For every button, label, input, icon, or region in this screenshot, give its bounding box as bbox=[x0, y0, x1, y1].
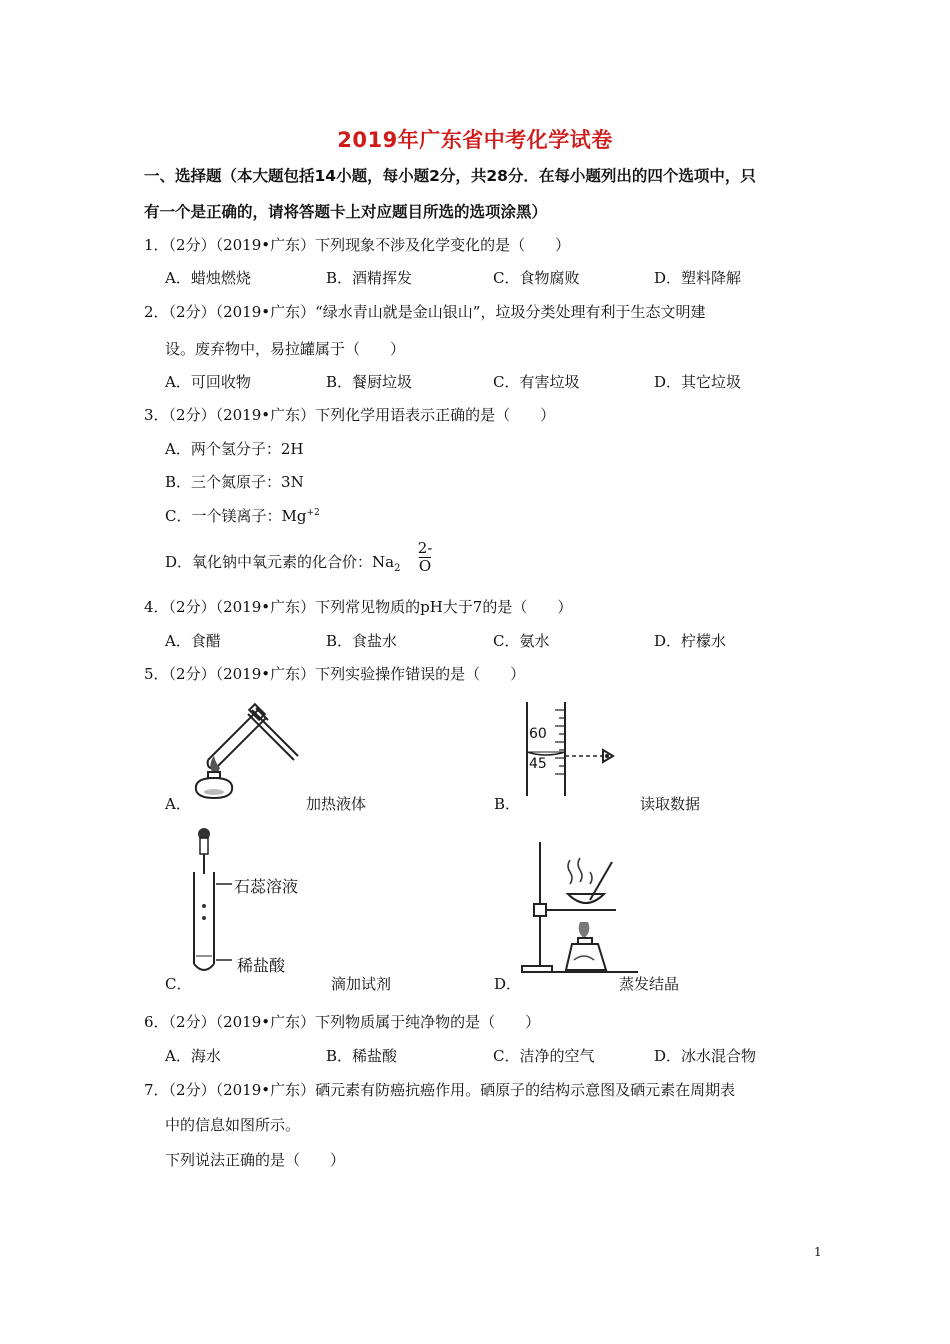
figure-heating-liquid bbox=[190, 698, 310, 802]
q6-option-b: B．稀盐酸 bbox=[326, 1047, 398, 1065]
q3-option-c-text: C．一个镁离子：Mg bbox=[165, 507, 307, 525]
q1-option-b: B．酒精挥发 bbox=[326, 269, 413, 287]
page-title: 2019年广东省中考化学试卷 bbox=[337, 128, 613, 152]
q4-option-a: A．食醋 bbox=[165, 632, 221, 650]
q1-option-a: A．蜡烛燃烧 bbox=[165, 269, 251, 287]
q5-option-b-letter: B． bbox=[494, 795, 521, 813]
figure-reading-cylinder bbox=[515, 698, 625, 798]
q7-stem-line2: 中的信息如图所示。 bbox=[165, 1116, 301, 1134]
q4-option-b: B．食盐水 bbox=[326, 632, 398, 650]
q5-option-c-caption: 滴加试剂 bbox=[331, 975, 392, 993]
q3-valence: 2- bbox=[417, 539, 433, 557]
q6-option-c: C．洁净的空气 bbox=[493, 1047, 595, 1065]
q5-cylinder-tick-lower: 45 bbox=[529, 756, 547, 772]
q2-stem-line2: 设。废弃物中，易拉罐属于（ ） bbox=[165, 340, 406, 358]
q5-label-litmus: 石蕊溶液 bbox=[234, 877, 299, 896]
q6-option-d: D．冰水混合物 bbox=[654, 1047, 757, 1065]
q3-valence-stack bbox=[416, 540, 434, 575]
q3-option-d-text: D．氧化钠中氧元素的化合价：Na bbox=[165, 553, 395, 571]
q3-option-d-subscript: 2 bbox=[394, 563, 401, 574]
q2-option-a: A．可回收物 bbox=[165, 373, 251, 391]
q2-option-b: B．餐厨垃圾 bbox=[326, 373, 413, 391]
q7-stem-line1: 7．（2分）（2019•广东）硒元素有防癌抗癌作用。硒原子的结构示意图及硒元素在周期表 bbox=[144, 1081, 736, 1099]
q3-option-c-charge: +2 bbox=[306, 508, 320, 518]
q5-stem: 5．（2分）（2019•广东）下列实验操作错误的是（ ） bbox=[144, 665, 526, 683]
q1-option-c: C．食物腐败 bbox=[493, 269, 580, 287]
q2-option-d: D．其它垃圾 bbox=[654, 373, 742, 391]
q6-option-a: A．海水 bbox=[165, 1047, 221, 1065]
q5-option-a-caption: 加热液体 bbox=[306, 795, 367, 813]
q5-option-c-letter: C． bbox=[165, 975, 192, 993]
q3-valence-element: O bbox=[418, 557, 432, 575]
figure-evaporation bbox=[520, 840, 640, 978]
q3-stem: 3．（2分）（2019•广东）下列化学用语表示正确的是（ ） bbox=[144, 406, 556, 424]
q5-cylinder-tick-upper: 60 bbox=[529, 726, 547, 742]
page-number: 1 bbox=[814, 1245, 822, 1259]
q1-option-d: D．塑料降解 bbox=[654, 269, 742, 287]
q4-option-c: C．氨水 bbox=[493, 632, 550, 650]
q2-stem-line1: 2．（2分）（2019•广东）“绿水青山就是金山银山”，垃圾分类处理有利于生态文明建 bbox=[144, 303, 706, 321]
q4-option-d: D．柠檬水 bbox=[654, 632, 727, 650]
q3-option-d bbox=[165, 551, 400, 574]
section-heading-line2: 有一个是正确的，请将答题卡上对应题目所选的选项涂黑） bbox=[144, 203, 548, 221]
figure-dropper-tube bbox=[186, 826, 236, 978]
section-heading-line1: 一、选择题（本大题包括14小题，每小题2分，共28分．在每小题列出的四个选项中，只 bbox=[144, 167, 756, 185]
q3-option-c bbox=[165, 505, 320, 526]
q6-stem: 6．（2分）（2019•广东）下列物质属于纯净物的是（ ） bbox=[144, 1013, 541, 1031]
q4-stem: 4．（2分）（2019•广东）下列常见物质的pH大于7的是（ ） bbox=[144, 598, 573, 616]
q7-stem-line3: 下列说法正确的是（ ） bbox=[165, 1151, 346, 1169]
q5-option-d-letter: D． bbox=[494, 975, 522, 993]
q5-label-hydrochloric-acid: 稀盐酸 bbox=[237, 956, 286, 975]
q5-option-d-caption: 蒸发结晶 bbox=[619, 975, 680, 993]
q3-option-a: A．两个氢分子：2H bbox=[165, 440, 304, 458]
q5-option-a-letter: A． bbox=[165, 795, 191, 813]
q3-option-b: B．三个氮原子：3N bbox=[165, 473, 304, 491]
q2-option-c: C．有害垃圾 bbox=[493, 373, 580, 391]
q1-stem: 1．（2分）（2019•广东）下列现象不涉及化学变化的是（ ） bbox=[144, 236, 571, 254]
q5-option-b-caption: 读取数据 bbox=[640, 795, 701, 813]
